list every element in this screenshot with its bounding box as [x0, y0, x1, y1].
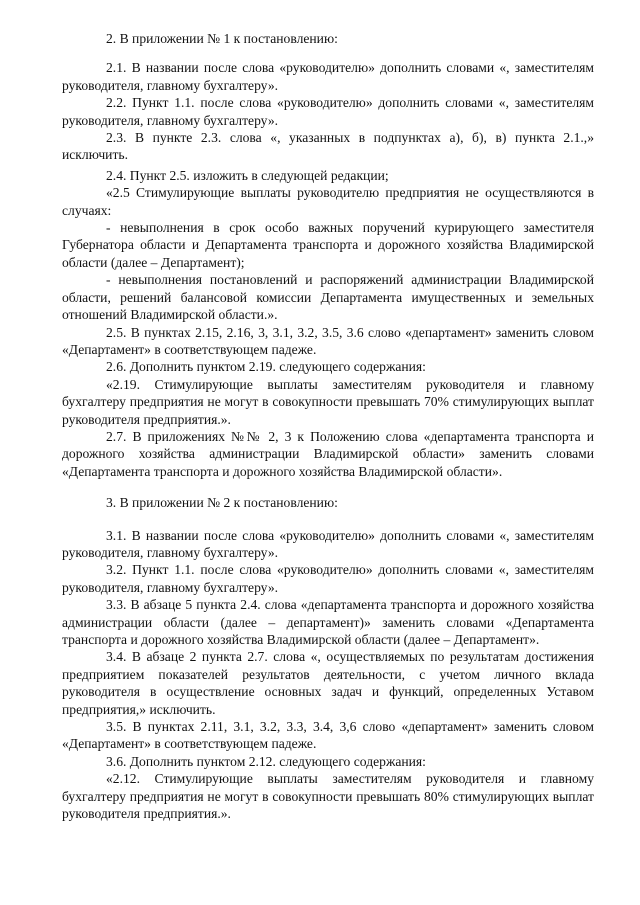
paragraph-3-5: 3.5. В пунктах 2.11, 3.1, 3.2, 3.3, 3.4, 3,6 слово «департамент» заменить словом «Департамент» в соответствующем падеже. [62, 719, 594, 752]
paragraph-3-6: 3.6. Дополнить пунктом 2.12. следующего содержания: [106, 753, 426, 769]
paragraph-2-12-quote: «2.12. Стимулирующие выплаты заместителям руководителя и главному бухгалтеру предприятия не могут в совокупности превышать 80% стимулирующих выплат руководителя предприятия.». [62, 771, 594, 822]
document-page [62, 30, 594, 822]
bullet-item-1: - невыполнения в срок особо важных поручений курирующего заместителя Губернатора области и Департамента транспорта и дорожного хозяйства Владимирской области (далее – Департамент); [62, 220, 594, 270]
paragraph-2-19-quote: «2.19. Стимулирующие выплаты заместителям руководителя и главному бухгалтеру предприятия не могут в совокупности превышать 70% стимулирующих выплат руководителя предприятия.». [62, 376, 594, 427]
paragraph-2-6: 2.6. Дополнить пунктом 2.19. следующего содержания: [106, 359, 426, 375]
paragraph-2-5: 2.5. В пунктах 2.15, 2.16, 3, 3.1, 3.2, 3.5, 3.6 слово «департамент» заменить словом «Департамент» в соответствующем падеже. [62, 324, 594, 357]
paragraph-2-4: 2.4. Пункт 2.5. изложить в следующей редакции; [106, 167, 389, 183]
paragraph-2-5-quote: «2.5 Стимулирующие выплаты руководителю предприятия не осуществляются в случаях: [62, 185, 594, 218]
paragraph-3-2: 3.2. Пункт 1.1. после слова «руководителю» дополнить словами «, заместителям руководителя, главному бухгалтеру». [62, 562, 594, 595]
bullet-item-2: - невыполнения постановлений и распоряжений администрации Владимирской области, решений балансовой комиссии Департамента имущественных и земельных отношений Владимирской области.». [62, 272, 594, 323]
section-heading-3: 3. В приложении № 2 к постановлению: [106, 495, 338, 511]
paragraph-3-1: 3.1. В названии после слова «руководителю» дополнить словами «, заместителям руководителя, главному бухгалтеру». [62, 527, 594, 560]
paragraph-2-1: 2.1. В названии после слова «руководителю» дополнить словами «, заместителям руководителя, главному бухгалтеру». [62, 60, 594, 93]
paragraph-2-7: 2.7. В приложениях №№ 2, 3 к Положению слова «департамента транспорта и дорожного хозяйства администрации Владимирской области» заменить словами «Департамента транспорта и дорожного хозяйства Владимирской области». [62, 428, 594, 479]
paragraph-3-4: 3.4. В абзаце 2 пункта 2.7. слова «, осуществляемых по результатам достижения предприятием показателей результатов деятельности, с учетом личного вклада руководителя в осуществление основных задач и функций, определенных Уставом предприятия,» исключить. [62, 649, 594, 717]
paragraph-2-3: 2.3. В пункте 2.3. слова «, указанных в подпунктах а), б), в) пункта 2.1.,» исключить. [62, 130, 594, 163]
section-heading-2: 2. В приложении № 1 к постановлению: [106, 31, 338, 46]
paragraph-2-2: 2.2. Пункт 1.1. после слова «руководителю» дополнить словами «, заместителям руководителя, главному бухгалтеру». [62, 95, 594, 128]
paragraph-3-3: 3.3. В абзаце 5 пункта 2.4. слова «департамента транспорта и дорожного хозяйства администрации области (далее – департамент)» заменить словами «Департамента транспорта и дорожного хозяйства Владимирской области (далее – Департамент». [62, 597, 594, 647]
